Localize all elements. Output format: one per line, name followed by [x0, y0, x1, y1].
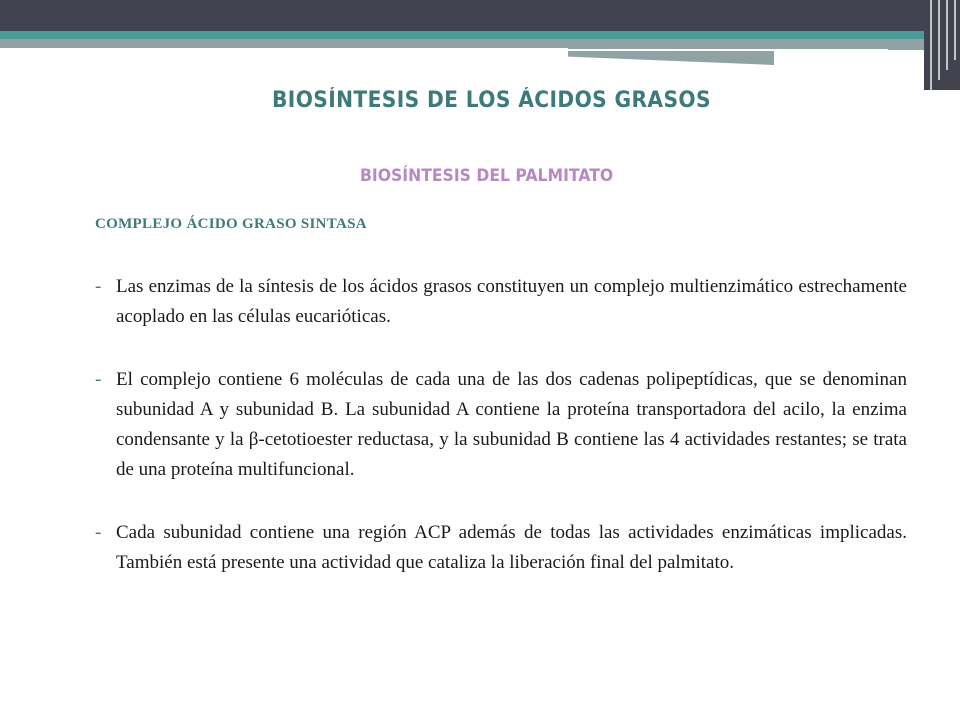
- section-heading: COMPLEJO ÁCIDO GRASO SINTASA: [95, 216, 367, 232]
- bullet-text: Las enzimas de la síntesis de los ácidos grasos constituyen un complejo multienzimático estrechamente acoplado en las células eucarióticas.: [116, 276, 907, 327]
- bullet-marker: -: [95, 369, 102, 390]
- header-teal-band: [0, 31, 924, 39]
- bullet-text: Cada subunidad contiene una región ACP además de todas las actividades enzimáticas implicadas. También está presente una actividad que cataliza la liberación final del palmitato.: [116, 522, 907, 573]
- strip-line: [930, 0, 932, 90]
- header-white-line: [568, 49, 888, 51]
- strip-line: [938, 0, 940, 80]
- bullet-item: [95, 365, 907, 485]
- header-right-strip: [924, 0, 960, 90]
- strip-line: [946, 0, 948, 70]
- bullet-list: [95, 272, 907, 611]
- header-gray-tab: [568, 51, 774, 65]
- bullet-item: [95, 518, 907, 578]
- slide-title: BIOSÍNTESIS DE LOS ÁCIDOS GRASOS: [272, 88, 711, 113]
- bullet-item: [95, 272, 907, 332]
- slide-subtitle: BIOSÍNTESIS DEL PALMITATO: [360, 166, 614, 186]
- header-gray-band: [0, 39, 568, 48]
- bullet-marker: -: [95, 276, 102, 297]
- bullet-text: El complejo contiene 6 moléculas de cada una de las dos cadenas polipeptídicas, que se denominan subunidad A y subunidad B. La subunidad A contiene la proteína transportadora del acilo, la enzima condensante y la β-cetotioester reductasa, y la subunidad B contiene las 4 actividades restantes; se trata de una proteína multifuncional.: [116, 369, 907, 480]
- header-dark-bar: [0, 0, 924, 31]
- strip-line: [954, 0, 956, 60]
- bullet-marker: -: [95, 522, 102, 543]
